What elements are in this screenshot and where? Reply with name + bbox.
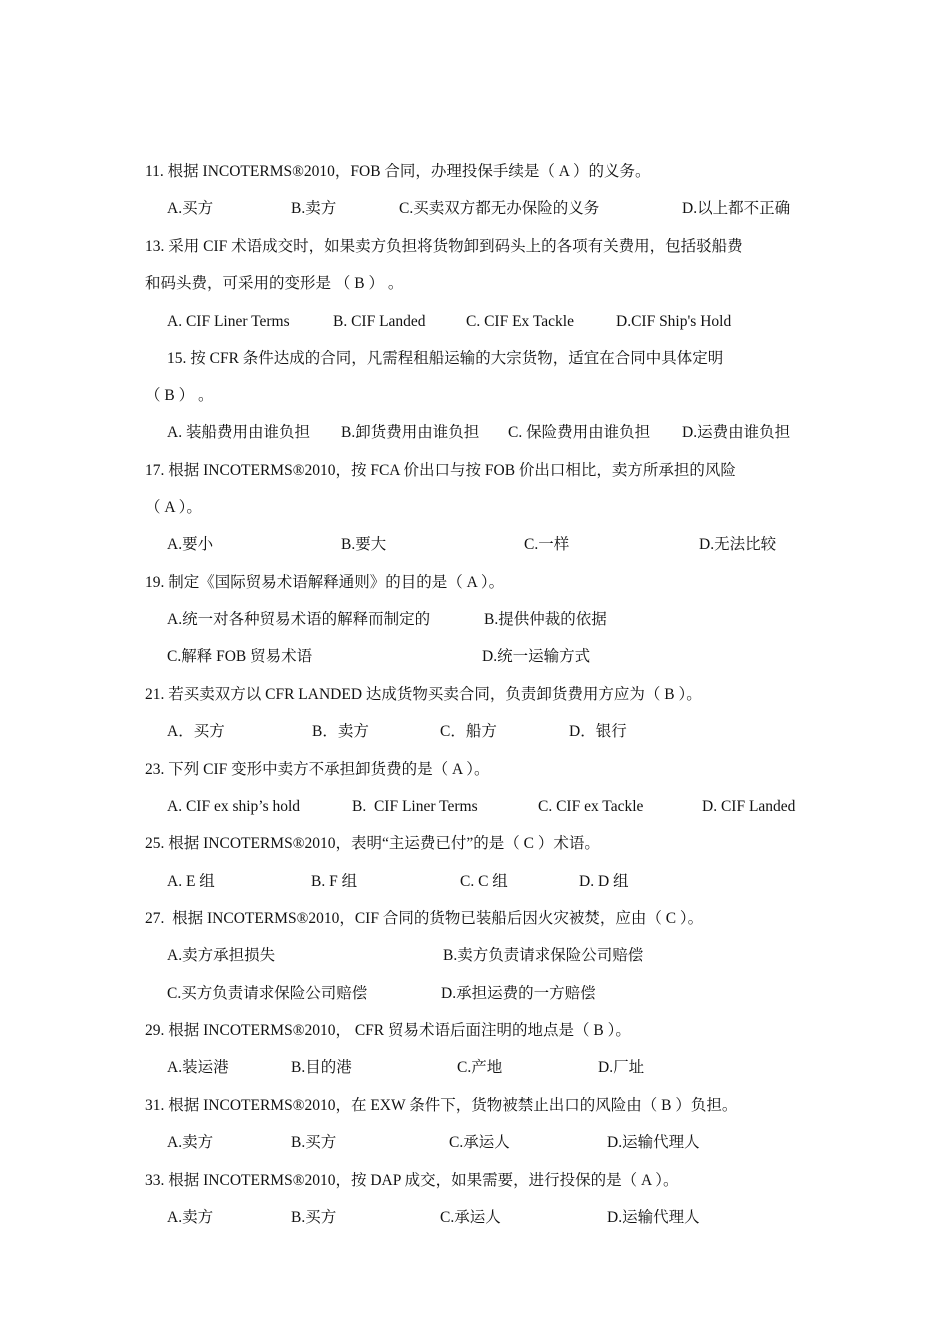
- question-23-text: 23. 下列 CIF 变形中卖方不承担卸货费的是（ A ）。: [145, 761, 490, 778]
- option-d: D.以上都不正确: [682, 200, 791, 217]
- question-21-text: 21. 若买卖双方以 CFR LANDED 达成货物买卖合同，负责卸货费用方应为（ B ）。: [145, 686, 702, 703]
- question-29-options: [0, 1058, 950, 1078]
- question-21-options: [0, 722, 950, 742]
- question-17-text: 17. 根据 INCOTERMS®2010，按 FCA 价出口与按 FOB 价出口相比，卖方所承担的风险: [145, 462, 736, 479]
- question-13-text-cont: 和码头费，可采用的变形是 （ B ） 。: [145, 275, 404, 292]
- option-a: A.统一对各种贸易术语的解释而制定的: [167, 611, 431, 628]
- option-a: A. CIF ex ship’s hold: [167, 798, 301, 815]
- option-c: C. CIF ex Tackle: [538, 798, 644, 815]
- option-d: D.运输代理人: [607, 1134, 700, 1151]
- option-d: D.运输代理人: [607, 1209, 700, 1226]
- question-13-options: [0, 312, 950, 332]
- question-19-options-row1: [0, 610, 950, 630]
- option-b: B. CIF Landed: [333, 313, 426, 330]
- option-d: D.运费由谁负担: [682, 424, 791, 441]
- question-11-options: [0, 199, 950, 219]
- question-29-text: 29. 根据 INCOTERMS®2010， CFR 贸易术语后面注明的地点是（ B ）。: [145, 1022, 631, 1039]
- question-31-options: [0, 1133, 950, 1153]
- option-c: C．船方: [440, 723, 497, 740]
- option-c: C.承运人: [449, 1134, 510, 1151]
- question-27-text: 27. 根据 INCOTERMS®2010，CIF 合同的货物已装船后因火灾被焚，应由（ C ）。: [145, 910, 704, 927]
- option-d: D.承担运费的一方赔偿: [441, 985, 596, 1002]
- question-19-text: 19. 制定《国际贸易术语解释通则》的目的是（ A ）。: [145, 574, 505, 591]
- option-a: A. 装船费用由谁负担: [167, 424, 310, 441]
- question-23-options: [0, 797, 950, 817]
- question-33-text: 33. 根据 INCOTERMS®2010，按 DAP 成交，如果需要，进行投保的是（ A ）。: [145, 1172, 679, 1189]
- question-27-options-row2: [0, 984, 950, 1004]
- option-a: A.卖方承担损失: [167, 947, 276, 964]
- question-15-options: [0, 423, 950, 443]
- question-13-text: 13. 采用 CIF 术语成交时，如果卖方负担将货物卸到码头上的各项有关费用，包括驳船费: [145, 238, 743, 255]
- option-b: B. CIF Liner Terms: [352, 798, 478, 815]
- option-b: B. F 组: [311, 873, 358, 890]
- option-b: B.买方: [291, 1134, 337, 1151]
- option-d: D. CIF Landed: [702, 798, 796, 815]
- option-d: D.CIF Ship's Hold: [616, 313, 732, 330]
- question-15-text: 15. 按 CFR 条件达成的合同，凡需程租船运输的大宗货物，适宜在合同中具体定明: [167, 350, 724, 367]
- option-a: A. CIF Liner Terms: [167, 313, 290, 330]
- option-b: B.买方: [291, 1209, 337, 1226]
- question-27-options-row1: [0, 946, 950, 966]
- option-b: B.卖方: [291, 200, 337, 217]
- question-17-text-cont: （ A ）。: [145, 499, 202, 516]
- option-a: A.卖方: [167, 1209, 214, 1226]
- question-33-options: [0, 1208, 950, 1228]
- option-c: C. C 组: [460, 873, 508, 890]
- question-15-text-cont: （ B ） 。: [145, 387, 214, 404]
- option-a: A. E 组: [167, 873, 215, 890]
- option-c: C.解释 FOB 贸易术语: [167, 648, 313, 665]
- question-19-options-row2: [0, 647, 950, 667]
- question-25-text: 25. 根据 INCOTERMS®2010，表明“主运费已付”的是（ C ）术语。: [145, 835, 600, 852]
- option-d: D. D 组: [579, 873, 629, 890]
- option-c: C. CIF Ex Tackle: [466, 313, 574, 330]
- option-c: C.产地: [457, 1059, 503, 1076]
- option-a: A.装运港: [167, 1059, 229, 1076]
- option-c: C.承运人: [440, 1209, 501, 1226]
- option-c: C. 保险费用由谁负担: [508, 424, 651, 441]
- option-d: D.统一运输方式: [482, 648, 591, 665]
- option-b: B.卸货费用由谁负担: [341, 424, 480, 441]
- option-b: B．卖方: [312, 723, 369, 740]
- option-c: C.买方负责请求保险公司赔偿: [167, 985, 368, 1002]
- option-a: A.买方: [167, 200, 214, 217]
- option-d: D.无法比较: [699, 536, 777, 553]
- option-c: C.买卖双方都无办保险的义务: [399, 200, 600, 217]
- question-17-options: [0, 535, 950, 555]
- option-a: A.要小: [167, 536, 214, 553]
- option-d: D．银行: [569, 723, 627, 740]
- option-b: B.目的港: [291, 1059, 352, 1076]
- question-31-text: 31. 根据 INCOTERMS®2010，在 EXW 条件下，货物被禁止出口的风险由（ B ）负担。: [145, 1097, 738, 1114]
- option-b: B.卖方负责请求保险公司赔偿: [443, 947, 644, 964]
- option-a: A.卖方: [167, 1134, 214, 1151]
- option-c: C.一样: [524, 536, 570, 553]
- question-25-options: [0, 872, 950, 892]
- option-b: B.提供仲裁的依据: [484, 611, 607, 628]
- option-b: B.要大: [341, 536, 387, 553]
- option-a: A．买方: [167, 723, 225, 740]
- option-d: D.厂址: [598, 1059, 645, 1076]
- question-11-text: 11. 根据 INCOTERMS®2010，FOB 合同，办理投保手续是（ A ）的义务。: [145, 163, 651, 180]
